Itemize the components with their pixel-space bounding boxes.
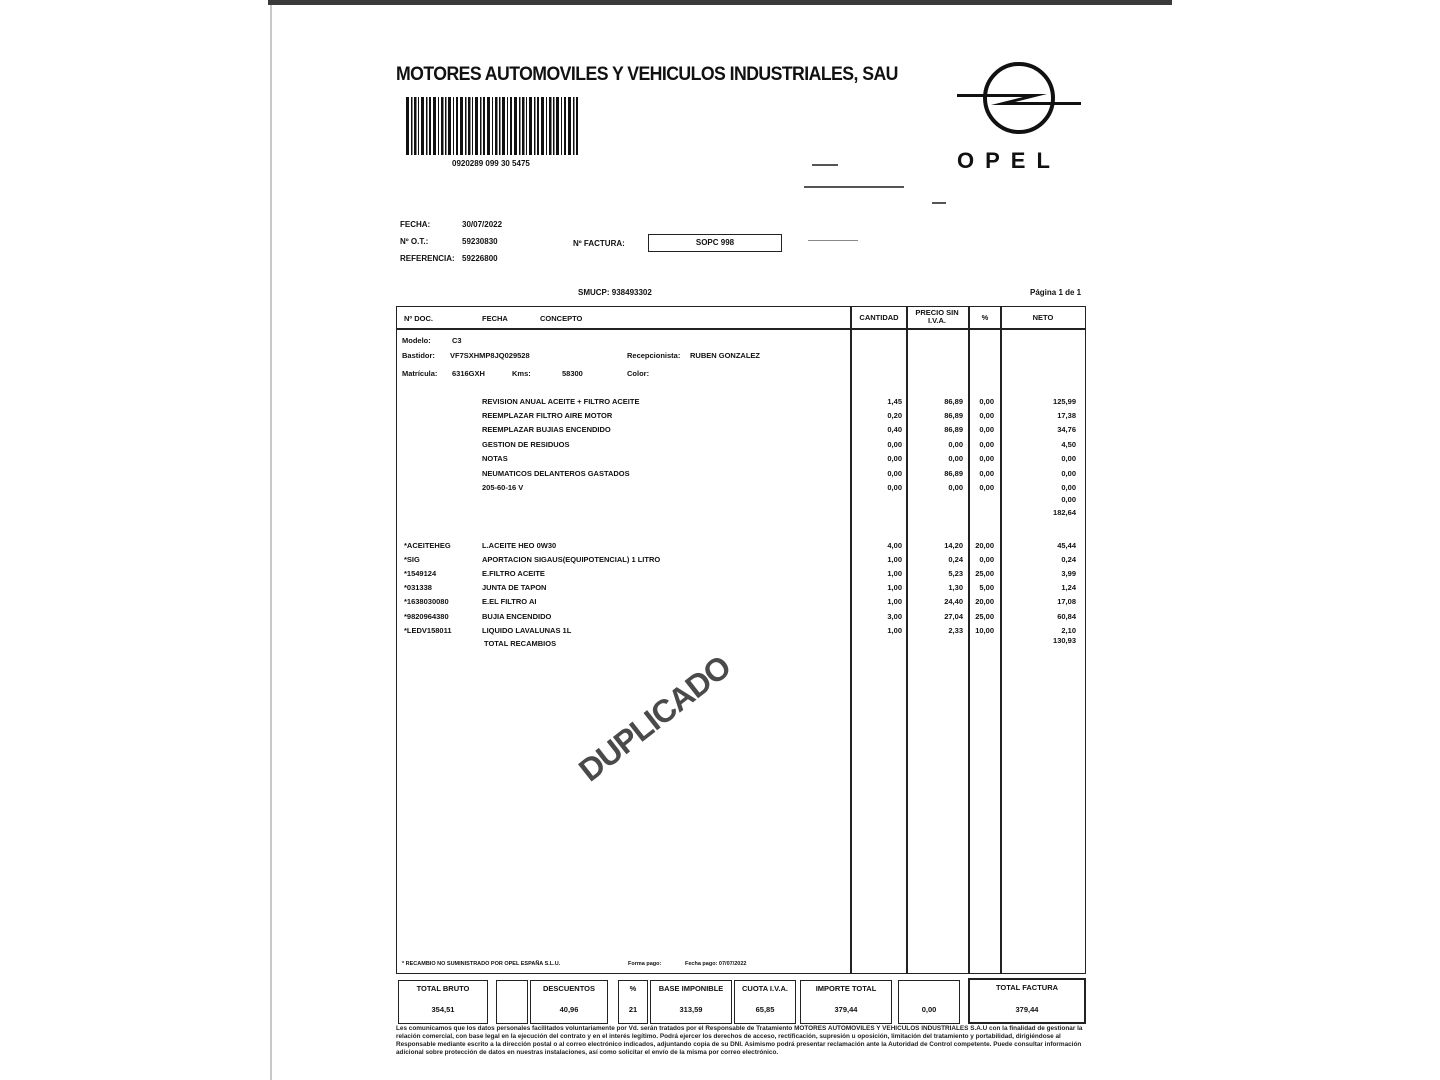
part-pct: 0,00: [979, 555, 994, 564]
recepcionista-label: Recepcionista:: [627, 351, 681, 360]
header-fecha: FECHA: [482, 314, 508, 323]
labor-precio: 86,89: [944, 411, 963, 420]
part-cantidad: 3,00: [887, 612, 902, 621]
labor-cantidad: 0,20: [887, 411, 902, 420]
referencia-value: 59226800: [462, 254, 498, 263]
scan-smudge: [804, 186, 904, 188]
referencia-label: REFERENCIA:: [400, 254, 455, 263]
scan-smudge: [932, 202, 946, 204]
labor-concepto: REEMPLAZAR BUJIAS ENCENDIDO: [482, 425, 611, 434]
part-ndoc: *LEDV158011: [404, 626, 452, 635]
total-bruto-label: TOTAL BRUTO: [416, 984, 470, 993]
part-ndoc: *031338: [404, 583, 432, 592]
part-precio: 5,23: [948, 569, 963, 578]
matricula-value: 6316GXH: [452, 369, 485, 378]
part-pct: 10,00: [975, 626, 994, 635]
header-precio: PRECIO SIN I.V.A.: [915, 308, 959, 325]
labor-concepto: GESTION DE RESIDUOS: [482, 440, 570, 449]
header-pct: %: [981, 313, 989, 322]
company-name: MOTORES AUTOMOVILES Y VEHICULOS INDUSTRIALES, SAU: [396, 64, 898, 85]
forma-pago: Forma pago:: [628, 961, 662, 967]
part-pct: 5,00: [979, 583, 994, 592]
kms-label: Kms:: [512, 369, 531, 378]
color-label: Color:: [627, 369, 650, 378]
cuota-iva-label: CUOTA I.V.A.: [742, 984, 788, 993]
factura-number-box: SOPC 998: [648, 234, 782, 252]
part-concepto: BUJIA ENCENDIDO: [482, 612, 552, 621]
labor-concepto: NEUMATICOS DELANTEROS GASTADOS: [482, 469, 630, 478]
labor-pct: 0,00: [979, 483, 994, 492]
total-factura-label: TOTAL FACTURA: [995, 983, 1059, 992]
part-neto: 1,24: [1061, 583, 1076, 592]
part-precio: 24,40: [944, 597, 963, 606]
part-concepto: E.FILTRO ACEITE: [482, 569, 545, 578]
labor-cantidad: 1,45: [887, 397, 902, 406]
part-cantidad: 1,00: [887, 597, 902, 606]
col-divider: [850, 306, 852, 974]
empty-box: [496, 980, 528, 1024]
fecha-label: FECHA:: [400, 220, 431, 229]
part-precio: 27,04: [944, 612, 963, 621]
part-concepto: LIQUIDO LAVALUNAS 1L: [482, 626, 572, 635]
labor-precio: 0,00: [948, 440, 963, 449]
extra-value: 0,00: [921, 1005, 937, 1014]
part-cantidad: 1,00: [887, 626, 902, 635]
legal-notice: Les comunicamos que los datos personales facilitados voluntariamente por Vd. serán tratados por el Responsable de Tratamiento MOTORES AUTOMOVILES Y VEHICULOS INDUSTRIALES S.A.U con la finalidad de gestionar la relación comercial, con base legal en la ejecución del contrato y en el interés legítimo. Podrá ejercer los derechos de acceso, rectificación, supresión u oposición, limitación del tratamiento y portabilidad, dirigiéndose al Responsable mediante escrito a la dirección postal o al correo electrónico indicados, adjuntando copia de su DNI. Asimismo podrá presentar reclamación ante la Autoridad de Control competente. Puede consultar información adicional sobre protección de datos en nuestras instalaciones, así como solicitar el envío de la misma por correo electrónico.: [396, 1025, 1083, 1056]
labor-precio: 0,00: [948, 483, 963, 492]
modelo-value: C3: [452, 336, 462, 345]
labor-neto: 0,00: [1061, 469, 1076, 478]
barcode-number: 0920289 099 30 5475: [452, 159, 530, 168]
part-concepto: JUNTA DE TAPON: [482, 583, 547, 592]
recepcionista-value: RUBEN GONZALEZ: [690, 351, 760, 360]
parts-total-label: TOTAL RECAMBIOS: [484, 639, 557, 648]
part-cantidad: 4,00: [887, 541, 902, 550]
labor-concepto: REEMPLAZAR FILTRO AIRE MOTOR: [482, 411, 613, 420]
brand-wordmark: OPEL: [957, 148, 1061, 173]
extra-box: [898, 980, 960, 1024]
scan-smudge: [808, 240, 858, 241]
part-concepto: L.ACEITE HEO 0W30: [482, 541, 557, 550]
labor-cantidad: 0,00: [887, 469, 902, 478]
base-imponible-value: 313,59: [679, 1005, 703, 1014]
labor-neto: 17,38: [1057, 411, 1076, 420]
labor-concepto: 205-60-16 V: [482, 483, 524, 492]
iva-pct-value: 21: [628, 1005, 638, 1014]
parts-total: 130,93: [1053, 636, 1076, 645]
col-divider: [906, 306, 908, 974]
labor-precio: 0,00: [948, 454, 963, 463]
cuota-iva-value: 65,85: [755, 1005, 775, 1014]
labor-neto: 125,99: [1053, 397, 1076, 406]
duplicado-stamp: DUPLICADO: [572, 648, 737, 789]
header-cantidad: CANTIDAD: [859, 313, 899, 322]
part-neto: 0,24: [1061, 555, 1076, 564]
part-neto: 60,84: [1057, 612, 1076, 621]
descuentos-value: 40,96: [559, 1005, 579, 1014]
ot-label: Nº O.T.:: [400, 237, 429, 246]
labor-extra-neto: 0,00: [1061, 495, 1076, 504]
part-pct: 20,00: [975, 597, 994, 606]
table-header-rule: [396, 328, 1086, 330]
matricula-label: Matrícula:: [402, 369, 438, 378]
labor-neto: 0,00: [1061, 483, 1076, 492]
part-cantidad: 1,00: [887, 569, 902, 578]
part-concepto: E.EL FILTRO AI: [482, 597, 537, 606]
labor-pct: 0,00: [979, 454, 994, 463]
descuentos-label: DESCUENTOS: [543, 984, 595, 993]
barcode: [406, 97, 578, 155]
labor-precio: 86,89: [944, 397, 963, 406]
labor-concepto: REVISION ANUAL ACEITE + FILTRO ACEITE: [482, 397, 640, 406]
col-divider: [968, 306, 970, 974]
part-ndoc: *SIG: [404, 555, 420, 564]
scan-smudge: [812, 164, 838, 166]
labor-subtotal: 182,64: [1053, 508, 1076, 517]
part-ndoc: *ACEITEHEG: [404, 541, 451, 550]
part-concepto: APORTACION SIGAUS(EQUIPOTENCIAL) 1 LITRO: [482, 555, 661, 564]
labor-concepto: NOTAS: [482, 454, 508, 463]
header-ndoc: Nº DOC.: [404, 314, 433, 323]
labor-pct: 0,00: [979, 397, 994, 406]
part-precio: 1,30: [948, 583, 963, 592]
total-bruto-value: 354,51: [431, 1005, 455, 1014]
labor-neto: 0,00: [1061, 454, 1076, 463]
footnote: * RECAMBIO NO SUMINISTRADO POR OPEL ESPAÑA S.L.U.: [402, 961, 561, 967]
total-factura-value: 379,44: [1015, 1005, 1039, 1014]
header-neto: NETO: [1032, 313, 1054, 322]
labor-pct: 0,00: [979, 440, 994, 449]
labor-cantidad: 0,40: [887, 425, 902, 434]
labor-cantidad: 0,00: [887, 454, 902, 463]
part-cantidad: 1,00: [887, 583, 902, 592]
ot-value: 59230830: [462, 237, 498, 246]
part-pct: 20,00: [975, 541, 994, 550]
part-precio: 2,33: [948, 626, 963, 635]
part-ndoc: *9820964380: [404, 612, 449, 621]
scan-left-edge: [270, 5, 272, 1080]
factura-label: Nº FACTURA:: [573, 239, 625, 248]
iva-pct-label: %: [629, 984, 637, 993]
labor-neto: 34,76: [1057, 425, 1076, 434]
fecha-pago: Fecha pago: 07/07/2022: [685, 961, 747, 967]
bastidor-label: Bastidor:: [402, 351, 435, 360]
col-divider: [1000, 306, 1002, 974]
part-ndoc: *1638030080: [404, 597, 449, 606]
labor-precio: 86,89: [944, 425, 963, 434]
modelo-label: Modelo:: [402, 336, 431, 345]
kms-value: 58300: [562, 369, 583, 378]
part-pct: 25,00: [975, 612, 994, 621]
bastidor-value: VF7SXHMP8JQ029528: [450, 351, 530, 360]
part-neto: 45,44: [1057, 541, 1076, 550]
part-ndoc: *1549124: [404, 569, 437, 578]
importe-total-label: IMPORTE TOTAL: [815, 984, 877, 993]
base-imponible-label: BASE IMPONIBLE: [658, 984, 724, 993]
labor-cantidad: 0,00: [887, 440, 902, 449]
part-neto: 2,10: [1061, 626, 1076, 635]
labor-precio: 86,89: [944, 469, 963, 478]
fecha-value: 30/07/2022: [462, 220, 503, 229]
header-concepto: CONCEPTO: [540, 314, 583, 323]
scan-top-border: [268, 0, 1172, 5]
labor-pct: 0,00: [979, 425, 994, 434]
page-indicator: Página 1 de 1: [1030, 288, 1082, 297]
labor-pct: 0,00: [979, 469, 994, 478]
labor-pct: 0,00: [979, 411, 994, 420]
part-neto: 17,08: [1057, 597, 1076, 606]
part-precio: 14,20: [944, 541, 963, 550]
importe-total-value: 379,44: [834, 1005, 858, 1014]
smucp: SMUCP: 938493302: [578, 288, 652, 297]
labor-cantidad: 0,00: [887, 483, 902, 492]
part-cantidad: 1,00: [887, 555, 902, 564]
part-pct: 25,00: [975, 569, 994, 578]
labor-neto: 4,50: [1061, 440, 1076, 449]
part-precio: 0,24: [948, 555, 963, 564]
part-neto: 3,99: [1061, 569, 1076, 578]
